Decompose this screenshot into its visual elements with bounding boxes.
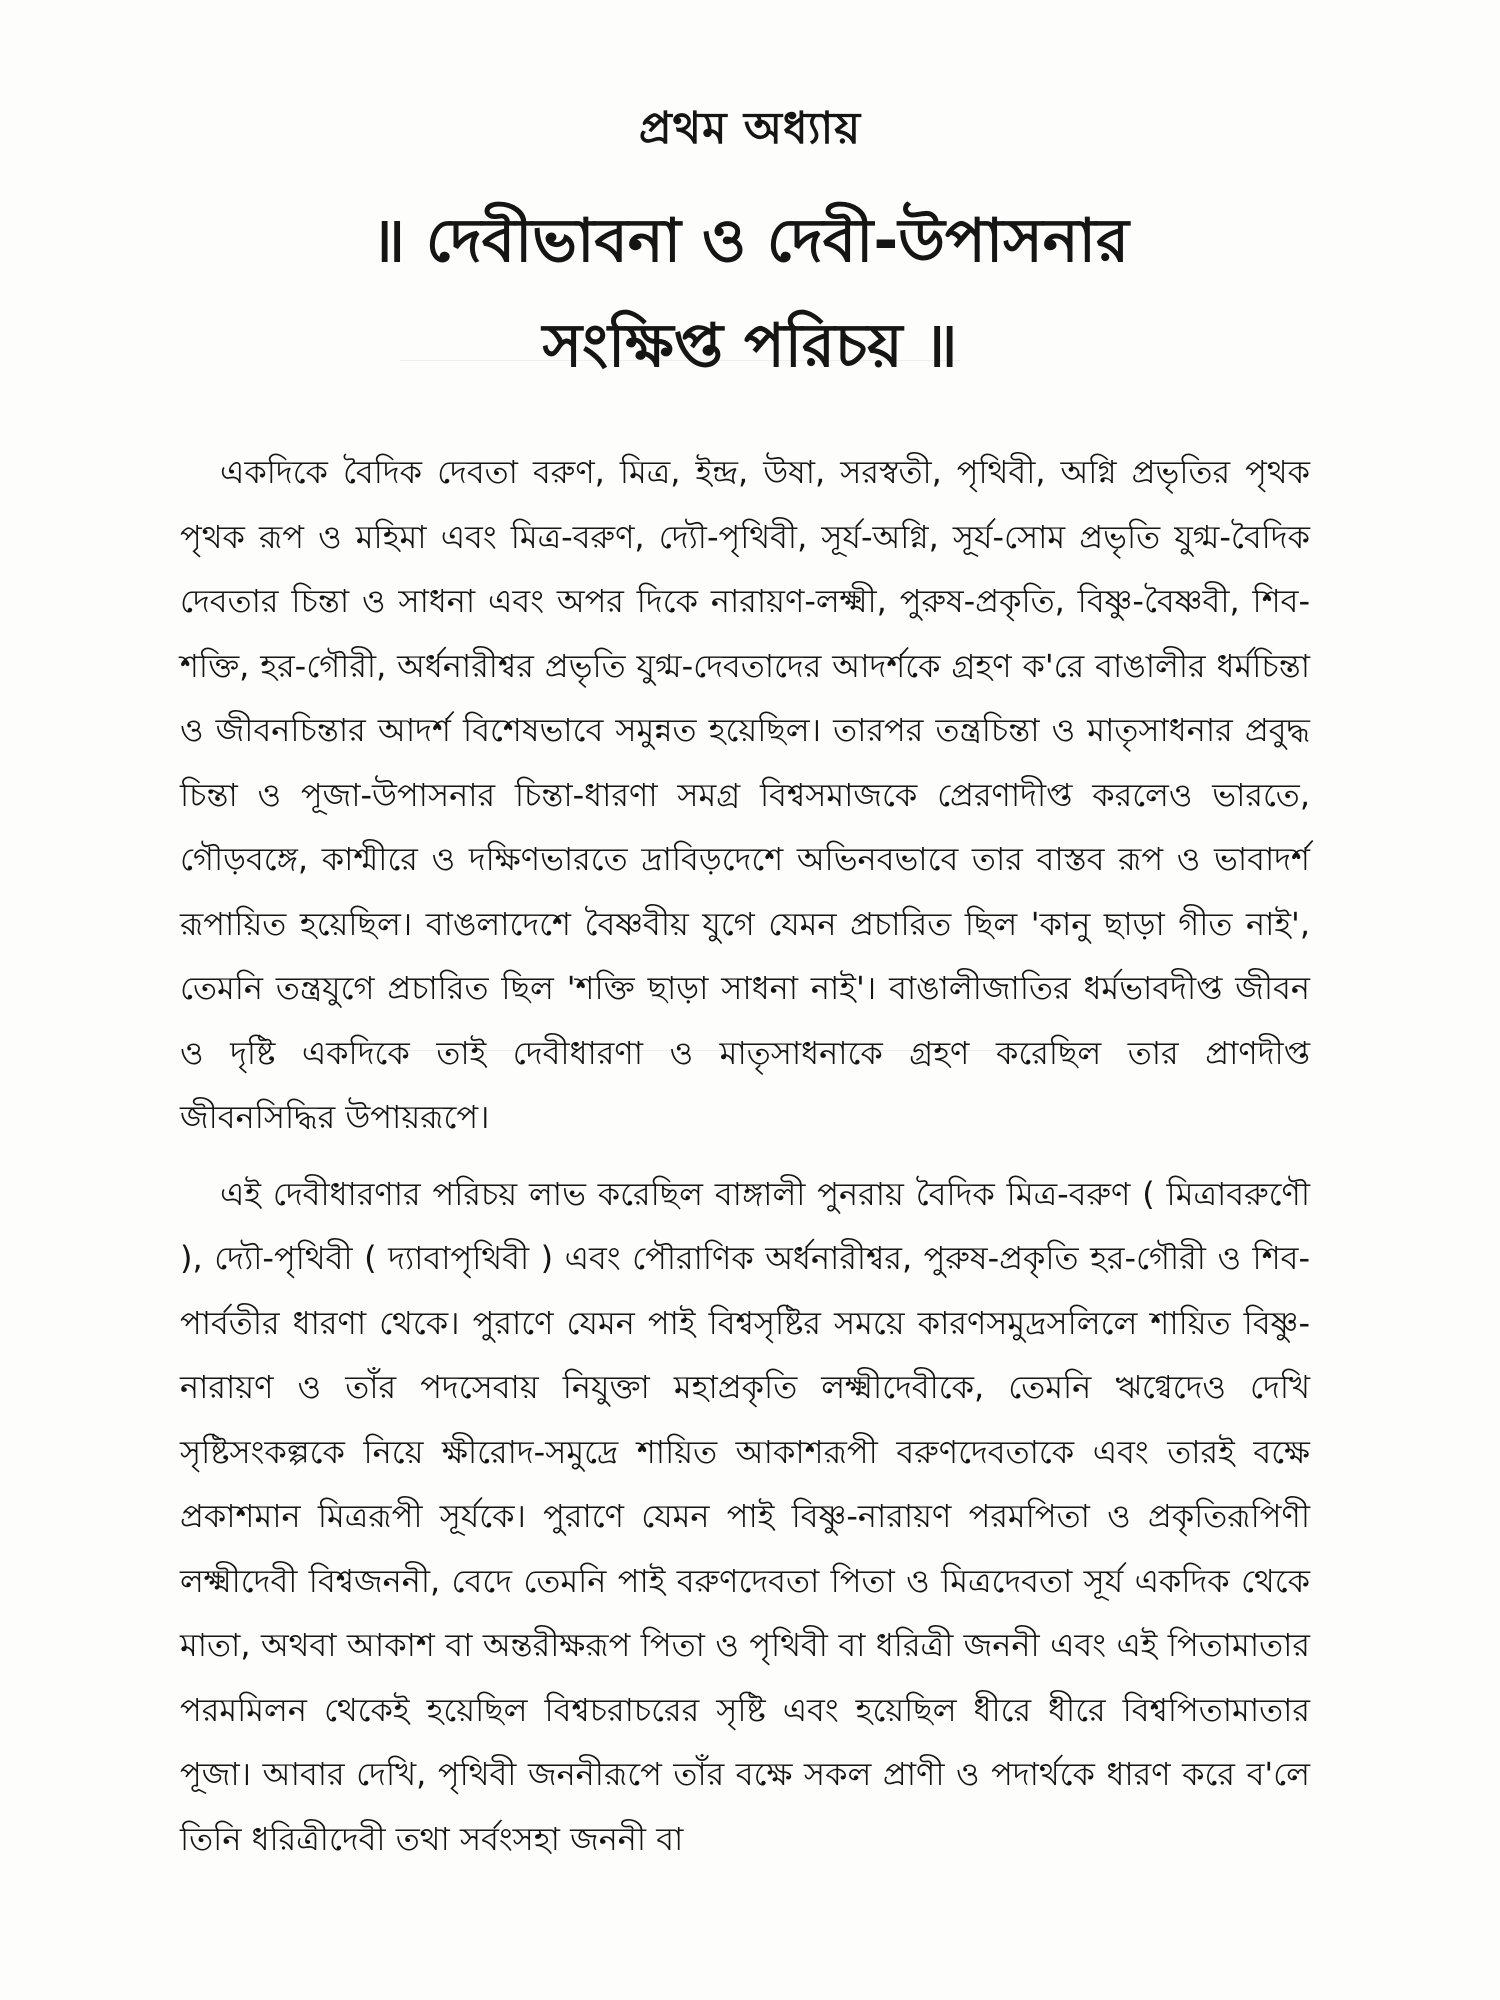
paragraph-1: একদিকে বৈদিক দেবতা বরুণ, মিত্র, ইন্দ্র, উষা, সরস্বতী, পৃথিবী, অগ্নি প্রভৃতির পৃথক পৃথক রূপ ও মহিমা এবং মিত্র-বরুণ, দ্যৌ-পৃথিবী, সূর্য-অগ্নি, সূর্য-সোম প্রভৃতি যুগ্ম-বৈদিক দেবতার চিন্তা ও সাধনা এবং অপর দিকে নারায়ণ-লক্ষ্মী, পুরুষ-প্রকৃতি, বিষ্ণু-বৈষ্ণবী, শিব-শক্তি, হর-গৌরী, অর্ধনারীশ্বর প্রভৃতি যুগ্ম-দেবতাদের আদর্শকে গ্রহণ ক'রে বাঙালীর ধর্মচিন্তা ও জীবনচিন্তার আদর্শ বিশেষভাবে সমুন্নত হয়েছিল। তারপর তন্ত্রচিন্তা ও মাতৃসাধনার প্রবুদ্ধ চিন্তা ও পূজা-উপাসনার চিন্তা-ধারণা সমগ্র বিশ্বসমাজকে প্রেরণাদীপ্ত করলেও ভারতে, গৌড়বঙ্গে, কাশ্মীরে ও দক্ষিণভারতে দ্রাবিড়দেশে অভিনবভাবে তার বাস্তব রূপ ও ভাবাদর্শ রূপায়িত হয়েছিল। বাঙলাদেশে বৈষ্ণবীয় যুগে যেমন প্রচারিত ছিল 'কানু ছাড়া গীত নাই', তেমনি তন্ত্রযুগে প্রচারিত ছিল 'শক্তি ছাড়া সাধনা নাই'। বাঙালীজাতির ধর্মভাবদীপ্ত জীবন ও দৃষ্টি একদিকে তাই দেবীধারণা ও মাতৃসাধনাকে গ্রহণ করেছিল তার প্রাণদীপ্ত জীবনসিদ্ধির উপায়রূপে।: [180, 453, 1310, 1136]
chapter-label: প্রথম অধ্যায়: [638, 103, 862, 154]
chapter-title-line-1: ॥ দেবীভাবনা ও দেবী-উপাসনার: [371, 206, 1129, 276]
paragraph-2: এই দেবীধারণার পরিচয় লাভ করেছিল বাঙ্গালী পুনরায় বৈদিক মিত্র-বরুণ ( মিত্রাবরুণৌ ), দ্যৌ-পৃথিবী ( দ্যাবাপৃথিবী ) এবং পৌরাণিক অর্ধনারীশ্বর, পুরুষ-প্রকৃতি হর-গৌরী ও শিব-পার্বতীর ধারণা থেকে। পুরাণে যেমন পাই বিশ্বসৃষ্টির সময়ে কারণসমুদ্রসলিলে শায়িত বিষ্ণু-নারায়ণ ও তাঁর পদসেবায় নিযুক্তা মহাপ্রকৃতি লক্ষ্মীদেবীকে, তেমনি ঋগ্বেদেও দেখি সৃষ্টিসংকল্পকে নিয়ে ক্ষীরোদ-সমুদ্রে শায়িত আকাশরূপী বরুণদেবতাকে এবং তারই বক্ষে প্রকাশমান মিত্ররূপী সূর্যকে। পুরাণে যেমন পাই বিষ্ণু-নারায়ণ পরমপিতা ও প্রকৃতিরূপিণী লক্ষ্মীদেবী বিশ্বজননী, বেদে তেমনি পাই বরুণদেবতা পিতা ও মিত্রদেবতা সূর্য একদিক থেকে মাতা, অথবা আকাশ বা অন্তরীক্ষরূপ পিতা ও পৃথিবী বা ধরিত্রী জননী এবং এই পিতামাতার পরমমিলন থেকেই হয়েছিল বিশ্বচরাচরের সৃষ্টি এবং হয়েছিল ধীরে ধীরে বিশ্বপিতামাতার পূজা। আবার দেখি, পৃথিবী জননীরূপে তাঁর বক্ষে সকল প্রাণী ও পদার্থকে ধারণ করে ব'লে তিনি ধরিত্রীদেবী তথা সর্বংসহা জননী বা: [180, 1174, 1310, 1858]
body-text: [180, 440, 1310, 1871]
chapter-title-line-2: সংক্ষিপ্ত পরিচয় ॥: [542, 311, 958, 381]
